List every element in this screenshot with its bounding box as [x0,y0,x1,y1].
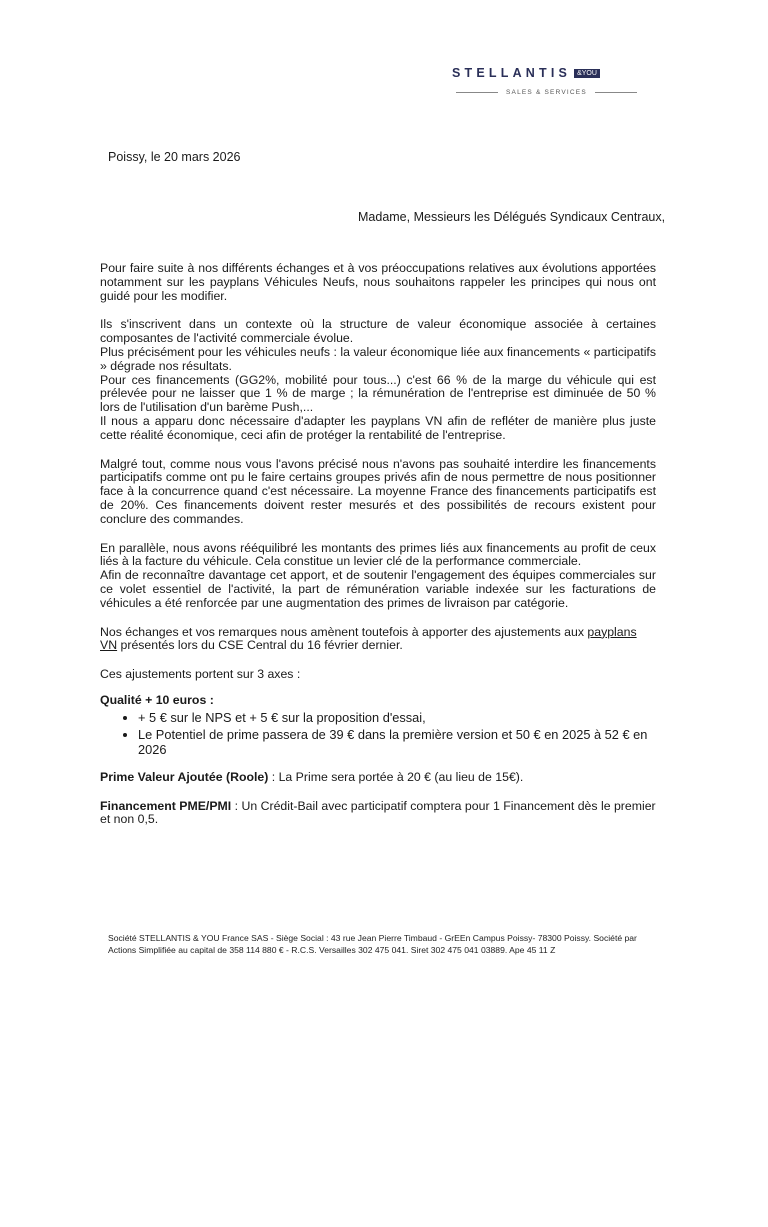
letter-date: Poissy, le 20 mars 2026 [108,150,241,164]
context-line-2: Plus précisément pour les véhicules neufs : la valeur économique liée aux financements « participatifs » dégrade nos résultats. [100,344,656,373]
axe-qualite-list [100,710,656,757]
brand-tagline: SALES & SERVICES [506,89,587,96]
letter-body [100,262,656,842]
company-logo [452,66,642,96]
footer-line-2: Actions Simplifiée au capital de 358 114 880 € - R.C.S. Versailles 302 475 041. Siret 302 475 041 03889. Ape 45 11 Z [108,945,556,955]
brand-badge: &YOU [574,69,600,78]
tagline-rule-left [456,92,498,93]
payplans-vn-link: payplans VN [100,624,637,653]
list-item: • Le Potentiel de prime passera de 39 € dans la première version et 50 € en 2025 à 52 € en 2026 [138,727,656,757]
paragraph-participatifs: Malgré tout, comme nous vous l'avons précisé nous n'avons pas souhaité interdire les financements participatifs comme ont pu le faire certains groupes privés afin de nous permettre de nous positionner face à la concurrence quand c'est nécessaire. La moyenne France des financements participatifs est de 20%. Ces financements doivent rester mesurés et des possibilités de recours existent pour conclure des commandes. [100,456,656,526]
context-line-3: Pour ces financements (GG2%, mobilité pour tous...) c'est 66 % de la marge du véhicule qui est prélevée pour ne laisser que 1 % de marge ; la rémunération de l'entreprise est diminuée de 50 % lors de l'utilisation d'un barème Push,... [100,372,656,415]
context-line-4: Il nous a apparu donc nécessaire d'adapter les payplans VN afin de refléter de manière plus juste cette réalité économique, ceci afin de protéger la rentabilité de l'entreprise. [100,413,656,442]
paragraph-intro: Pour faire suite à nos différents échanges et à vos préoccupations relatives aux évolutions apportées notamment sur les payplans Véhicules Neufs, nous souhaitons rappeler les principes qui nous ont guidé pour les modifier. [100,261,656,303]
axe-prime-valeur-text: : La Prime sera portée à 20 € (au lieu de 15€). [268,769,524,784]
ajustements-text-start: Nos échanges et vos remarques nous amènent toutefois à apporter des ajustements aux [100,624,588,639]
ajustements-text-end: présentés lors du CSE Central du 16 février dernier. [117,638,403,653]
paragraph-context [100,318,656,442]
context-line-1: Ils s'inscrivent dans un contexte où la structure de valeur économique associée à certaines composantes de l'activité commerciale évolue. [100,317,656,346]
letter-salutation: Madame, Messieurs les Délégués Syndicaux Centraux, [358,210,666,224]
footer-line-1: Société STELLANTIS & YOU France SAS - Siège Social : 43 rue Jean Pierre Timbaud - GrEEn Campus Poissy- 78300 Poissy. Société par [108,933,637,943]
reequilibrage-line-1: En parallèle, nous avons rééquilibré les montants des primes liés aux financements au profit de ceux liés à la facture du véhicule. Cela constitue un levier clé de la performance commerciale. [100,540,656,569]
list-item: • + 5 € sur le NPS et + 5 € sur la proposition d'essai, [138,710,656,725]
reequilibrage-line-2: Afin de reconnaître davantage cet apport, et de soutenir l'engagement des équipes commerciales sur ce volet essentiel de l'activité, la part de rémunération variable indexée sur les facturations de véhicules a été renforcée par une augmentation des primes de livraison par catégorie. [100,568,656,610]
axe-financement-text: : Un Crédit-Bail avec participatif comptera pour 1 Financement dès le premier et non 0,5. [100,798,656,827]
brand-name: STELLANTIS [452,66,572,80]
tagline-rule-right [595,92,637,93]
axe-financement-title: Financement PME/PMI [100,798,232,813]
paragraph-reequilibrage [100,542,656,611]
paragraph-ajustements [100,626,656,654]
axe-prime-valeur [100,771,656,785]
legal-footer [108,932,656,956]
axe-qualite-title: Qualité + 10 euros : [100,692,214,707]
paragraph-axes-intro: Ces ajustements portent sur 3 axes : [100,667,301,682]
axe-prime-valeur-title: Prime Valeur Ajoutée (Roole) [100,769,269,784]
axe-financement [100,800,656,828]
